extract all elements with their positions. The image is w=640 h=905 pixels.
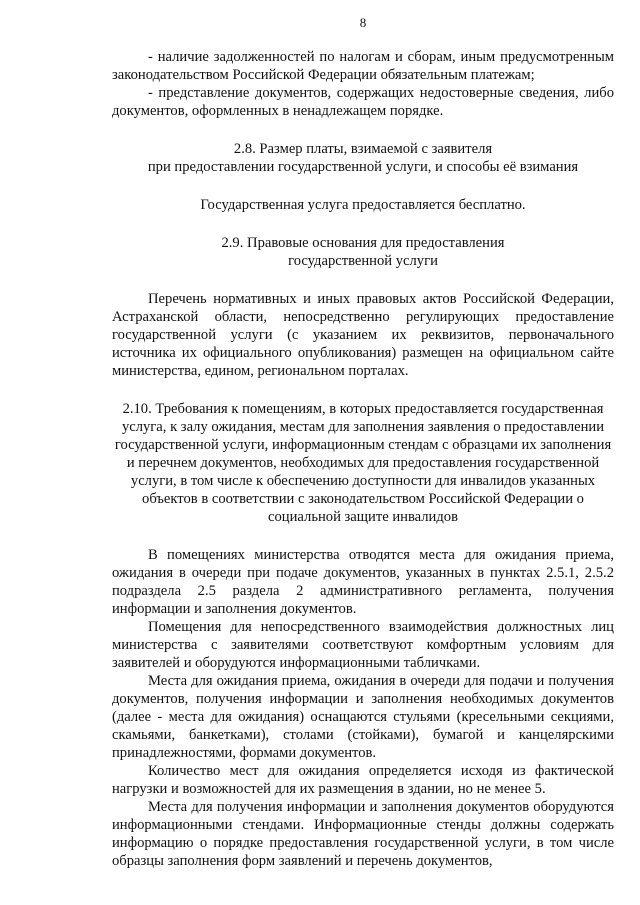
section-2-8-heading-line1: 2.8. Размер платы, взимаемой с заявителя bbox=[233, 141, 493, 157]
page-number: 8 bbox=[359, 15, 367, 30]
section-2-10-paragraph: Места для получения информации и заполнения документов оборудуются информационными стендами. Информационные стенды должны содержать информацию о порядке предоставления государственной услуги, в том числе образцы заполнения форм заявлений и перечень документов, bbox=[112, 799, 614, 869]
section-2-9-heading-line2: государственной услуги bbox=[288, 253, 438, 269]
section-2-8-heading-line2: при предоставлении государственной услуги, и способы её взимания bbox=[147, 159, 579, 175]
section-2-8-text: Государственная услуга предоставляется бесплатно. bbox=[200, 197, 526, 213]
list-item-tax-debt: - наличие задолженностей по налогам и сборам, иным предусмотренным законодательством Российской Федерации обязательным платежам; bbox=[112, 49, 614, 83]
section-2-10-paragraph: В помещениях министерства отводятся места для ожидания приема, ожидания в очереди при подаче документов, указанных в пунктах 2.5.1, 2.5.2 подраздела 2.5 раздела 2 административного регламента, получения информации и заполнения документов. bbox=[112, 547, 614, 617]
section-2-10-paragraph: Количество мест для ожидания определяется исходя из фактической нагрузки и возможностей для их размещения в здании, но не менее 5. bbox=[112, 763, 614, 797]
section-2-9-text: Перечень нормативных и иных правовых актов Российской Федерации, Астраханской области, непосредственно регулирующих предоставление государственной услуги (с указанием их реквизитов, первоначального источника их официального опубликования) размещен на официальном сайте министерства, едином, региональном порталах. bbox=[112, 291, 614, 379]
list-item-invalid-documents: - представление документов, содержащих недостоверные сведения, либо документов, оформленных в ненадлежащем порядке. bbox=[112, 85, 614, 119]
section-2-10-paragraph: Места для ожидания приема, ожидания в очереди для подачи и получения документов, получения информации и заполнения необходимых документов (далее - места для ожидания) оснащаются стульями (кресельными секциями, скамьями, банкетками), столами (стойками), бумагой и канцелярскими принадлежностями, формами документов. bbox=[112, 673, 614, 761]
section-2-10-paragraph: Помещения для непосредственного взаимодействия должностных лиц министерства с заявителями соответствуют комфортным условиям для заявителей и оборудуются информационными табличками. bbox=[112, 619, 614, 671]
section-2-10-heading: 2.10. Требования к помещениям, в которых предоставляется государственная услуга, к залу ожидания, местам для заполнения заявления о предоставлении государственной услуги, информационным стендам с образцами их заполнения и перечнем документов, необходимых для предоставления государственной услуги, в том числе к обеспечению доступности для инвалидов указанных объектов в соответствии с законодательством Российской Федерации о социальной защите инвалидов bbox=[114, 401, 612, 525]
section-2-9-heading-line1: 2.9. Правовые основания для предоставления bbox=[221, 235, 505, 251]
